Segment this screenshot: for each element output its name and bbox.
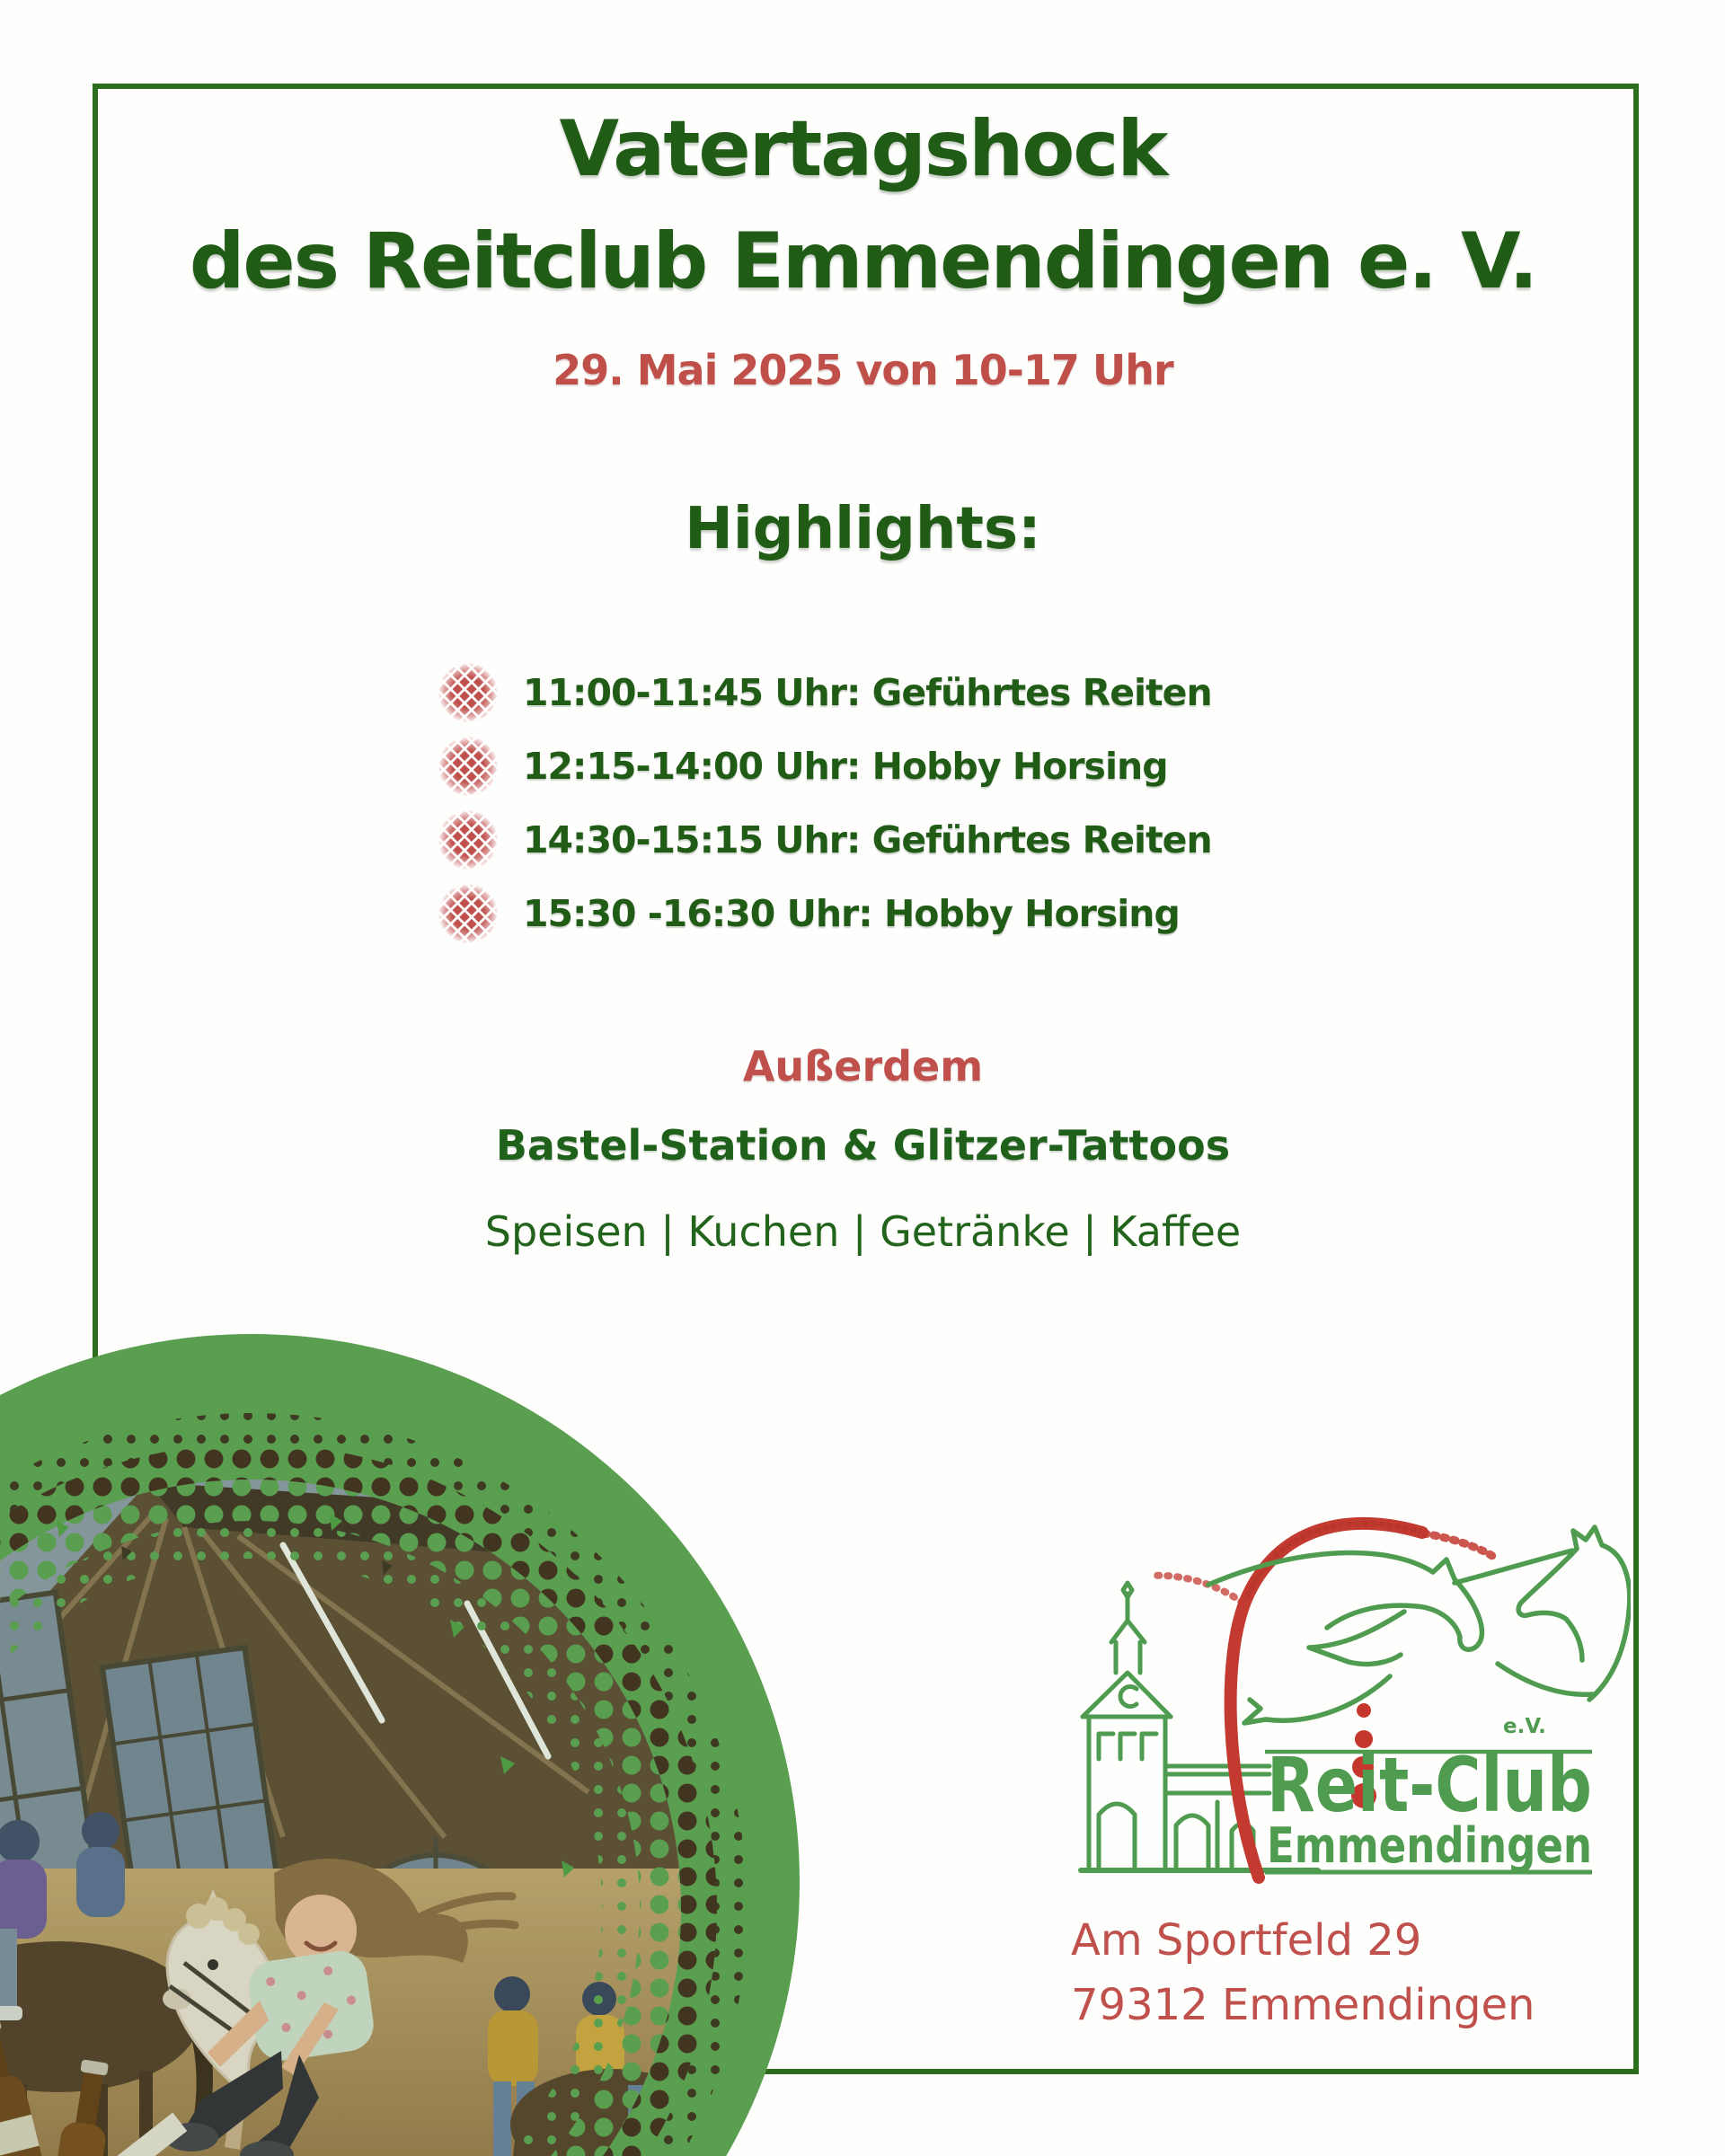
address-block <box>1071 1908 1535 2037</box>
logo-club-city: Emmendingen <box>1267 1817 1592 1874</box>
poster-title-line1: Vatertagshock <box>559 104 1167 194</box>
halftone-sphere-icon <box>437 808 500 871</box>
extras-line2: Speisen | Kuchen | Getränke | Kaffee <box>484 1207 1242 1256</box>
list-item <box>437 808 1212 871</box>
poster-title-line2: des Reitclub Emmendingen e. V. <box>189 216 1537 306</box>
highlight-label: 12:15-14:00 Uhr: Hobby Horsing <box>523 745 1168 788</box>
highlight-label: 15:30 -16:30 Uhr: Hobby Horsing <box>523 892 1180 935</box>
highlight-label: 11:00-11:45 Uhr: Geführtes Reiten <box>523 671 1212 714</box>
event-date: 29. Mai 2025 von 10-17 Uhr <box>553 346 1173 394</box>
address-line1: Am Sportfeld 29 <box>1071 1915 1422 1966</box>
halftone-sphere-icon <box>437 735 500 798</box>
halftone-sphere-icon <box>437 661 500 724</box>
highlights-heading: Highlights: <box>685 496 1041 562</box>
list-item <box>437 661 1212 724</box>
highlights-list <box>437 661 1212 956</box>
logo-ev-text: e.V. <box>1503 1715 1546 1738</box>
list-item <box>437 882 1212 945</box>
address-line2: 79312 Emmendingen <box>1071 1980 1535 2030</box>
highlight-label: 14:30-15:15 Uhr: Geführtes Reiten <box>523 818 1212 862</box>
event-photo-circle <box>0 1334 800 2156</box>
extras-line1: Bastel-Station & Glitzer-Tattoos <box>495 1121 1231 1170</box>
logo-club-name: Reit-Club <box>1267 1741 1592 1829</box>
halftone-sphere-icon <box>437 882 500 945</box>
poster-title <box>93 93 1633 317</box>
extras-heading: Außerdem <box>742 1042 984 1091</box>
list-item <box>437 735 1212 798</box>
reitclub-logo <box>1074 1497 1631 1896</box>
